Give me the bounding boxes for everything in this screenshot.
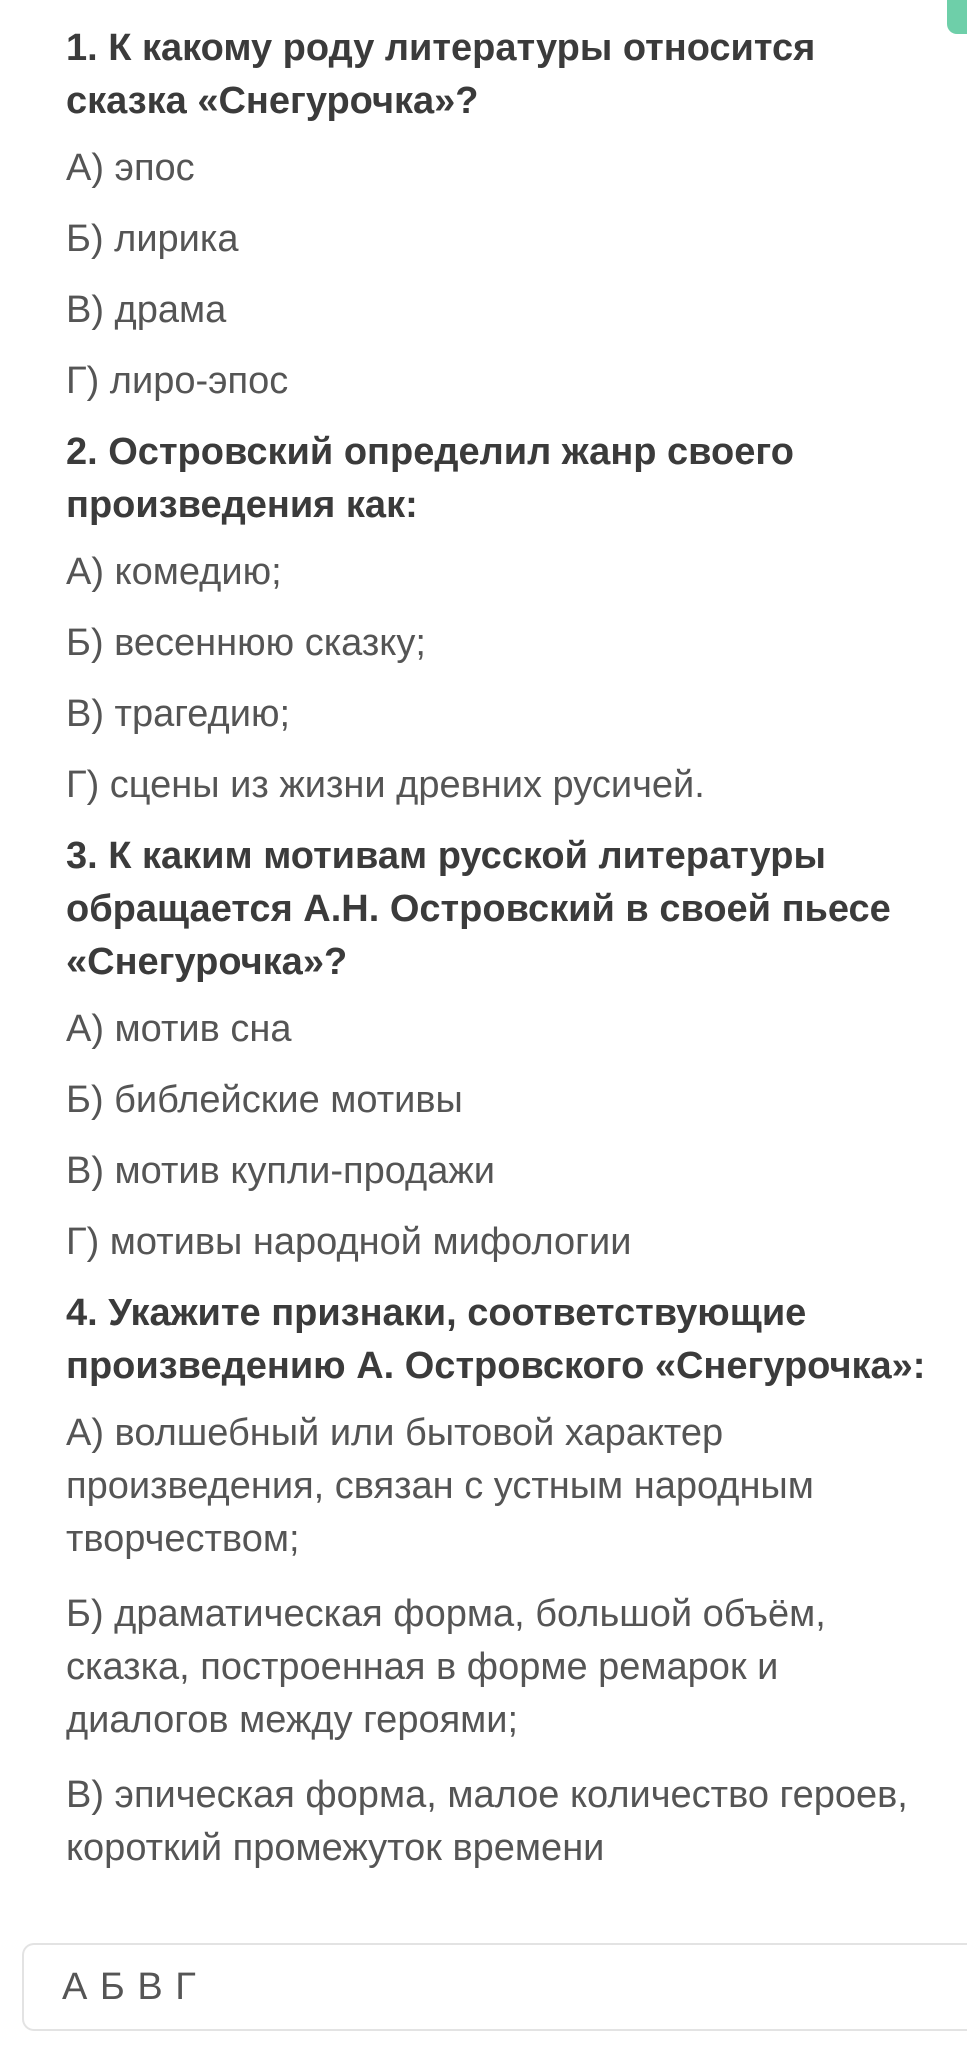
question-2-option-a: А) комедию; [66, 551, 282, 593]
question-list [66, 22, 946, 1897]
question-4-title: 4. Укажите признаки, соответствующие произведению А. Островского «Снегурочка»: [66, 1292, 926, 1387]
question-3-title: 3. К каким мотивам русской литературы обращается А.Н. Островский в своей пьесе «Снегурочка»? [66, 835, 891, 983]
question-3-option-b: Б) библейские мотивы [66, 1079, 463, 1121]
question-1-option-d: Г) лиро-эпос [66, 360, 289, 402]
question-3-option-a: А) мотив сна [66, 1008, 292, 1050]
question-1-title: 1. К какому роду литературы относится сказка «Снегурочка»? [66, 27, 816, 122]
answer-input[interactable] [22, 1943, 967, 2031]
question-2-option-c: В) трагедию; [66, 693, 291, 735]
answer-input-value: А Б В Г [62, 1966, 197, 2008]
corner-tab[interactable] [947, 0, 967, 34]
question-2-option-b: Б) весеннюю сказку; [66, 622, 426, 664]
question-3-option-c: В) мотив купли-продажи [66, 1150, 496, 1192]
question-1-option-c: В) драма [66, 289, 227, 331]
question-2-option-d: Г) сцены из жизни древних русичей. [66, 764, 705, 806]
question-1-option-a: А) эпос [66, 147, 195, 189]
question-1-option-b: Б) лирика [66, 218, 239, 260]
question-2-title: 2. Островский определил жанр своего произведения как: [66, 431, 794, 526]
question-4-option-c: В) эпическая форма, малое количество героев, короткий промежуток времени [66, 1774, 908, 1869]
question-3-option-d: Г) мотивы народной мифологии [66, 1221, 632, 1263]
question-4-option-a: А) волшебный или бытовой характер произведения, связан с устным народным творчеством; [66, 1412, 814, 1560]
question-4-option-b: Б) драматическая форма, большой объём, сказка, построенная в форме ремарок и диалогов между героями; [66, 1593, 826, 1741]
